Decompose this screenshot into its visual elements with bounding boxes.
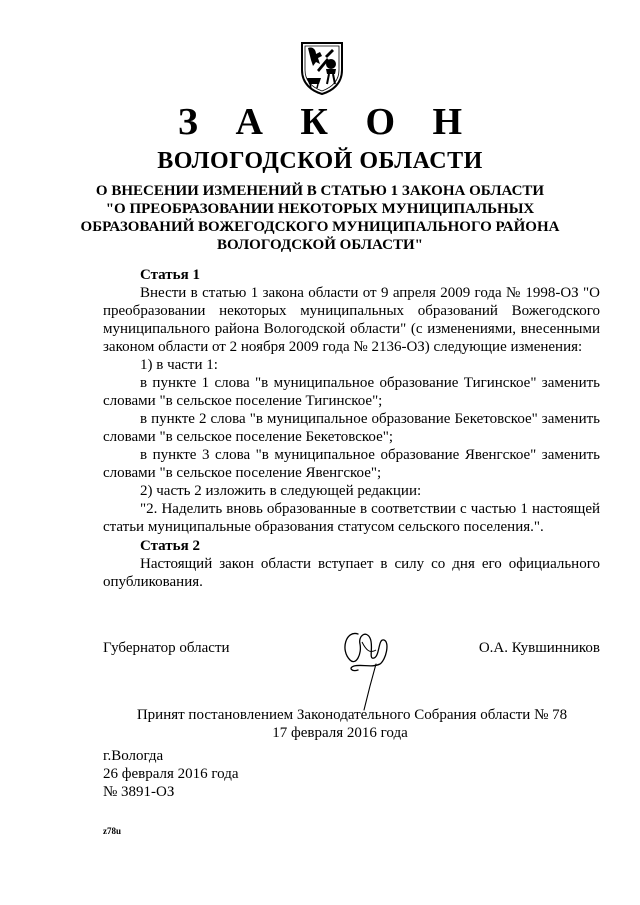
document-type-title: З А К О Н xyxy=(177,101,477,143)
article-1-paragraph: в пункте 2 слова "в муниципальное образование Бекетовское" заменить словами "в сельское поселение Бекетовское"; xyxy=(103,411,600,445)
article-1-paragraph: 1) в части 1: xyxy=(140,357,218,373)
article-1-paragraph: в пункте 1 слова "в муниципальное образование Тигинское" заменить словами "в сельское поселение Тигинское"; xyxy=(103,375,600,409)
subtitle-line: ОБРАЗОВАНИЙ ВОЖЕГОДСКОГО МУНИЦИПАЛЬНОГО РАЙОНА xyxy=(80,219,560,235)
law-subtitle xyxy=(0,182,640,254)
document-code: z78u xyxy=(103,826,121,836)
signing-date: 26 февраля 2016 года xyxy=(103,766,239,782)
adoption-line: Принят постановлением Законодательного Собрания области № 78 xyxy=(136,707,568,723)
article-1-paragraph: Внести в статью 1 закона области от 9 апреля 2009 года № 1998-ОЗ "О преобразовании некоторых муниципальных образований Вожегодского муниципального района Вологодской области" (с изменениями, внесенными законом области от 2 ноября 2009 года № 2136-ОЗ) следующие изменения: xyxy=(103,285,600,355)
subtitle-line: ВОЛОГОДСКОЙ ОБЛАСТИ" xyxy=(217,237,423,253)
article-1-heading: Статья 1 xyxy=(140,267,200,283)
signing-details xyxy=(103,747,239,801)
law-number: № 3891-ОЗ xyxy=(103,784,175,800)
article-1-paragraph: "2. Наделить вновь образованные в соответствии с частью 1 настоящей статьи муниципальные образования статусом сельского поселения.". xyxy=(103,501,600,535)
region-title: ВОЛОГОДСКОЙ ОБЛАСТИ xyxy=(157,148,483,174)
adoption-date: 17 февраля 2016 года xyxy=(272,725,408,741)
coat-of-arms-icon xyxy=(299,40,345,96)
article-2-heading: Статья 2 xyxy=(140,538,200,554)
governor-label: Губернатор области xyxy=(103,640,230,656)
subtitle-line: О ВНЕСЕНИИ ИЗМЕНЕНИЙ В СТАТЬЮ 1 ЗАКОНА ОБЛАСТИ xyxy=(95,183,545,199)
article-2-paragraph: Настоящий закон области вступает в силу со дня его официального опубликования. xyxy=(103,556,600,590)
article-2-body xyxy=(103,555,600,591)
handwritten-signature xyxy=(332,620,396,712)
subtitle-line: "О ПРЕОБРАЗОВАНИИ НЕКОТОРЫХ МУНИЦИПАЛЬНЫХ xyxy=(105,201,535,217)
signing-place: г.Вологда xyxy=(103,748,164,764)
article-1-paragraph: 2) часть 2 изложить в следующей редакции: xyxy=(140,483,422,499)
article-1-paragraph: в пункте 3 слова "в муниципальное образование Явенгское" заменить словами "в сельское поселение Явенгское"; xyxy=(103,447,600,481)
article-1-body xyxy=(103,284,600,536)
governor-name: О.А. Кувшинников xyxy=(478,640,600,656)
adoption-note xyxy=(0,706,640,742)
